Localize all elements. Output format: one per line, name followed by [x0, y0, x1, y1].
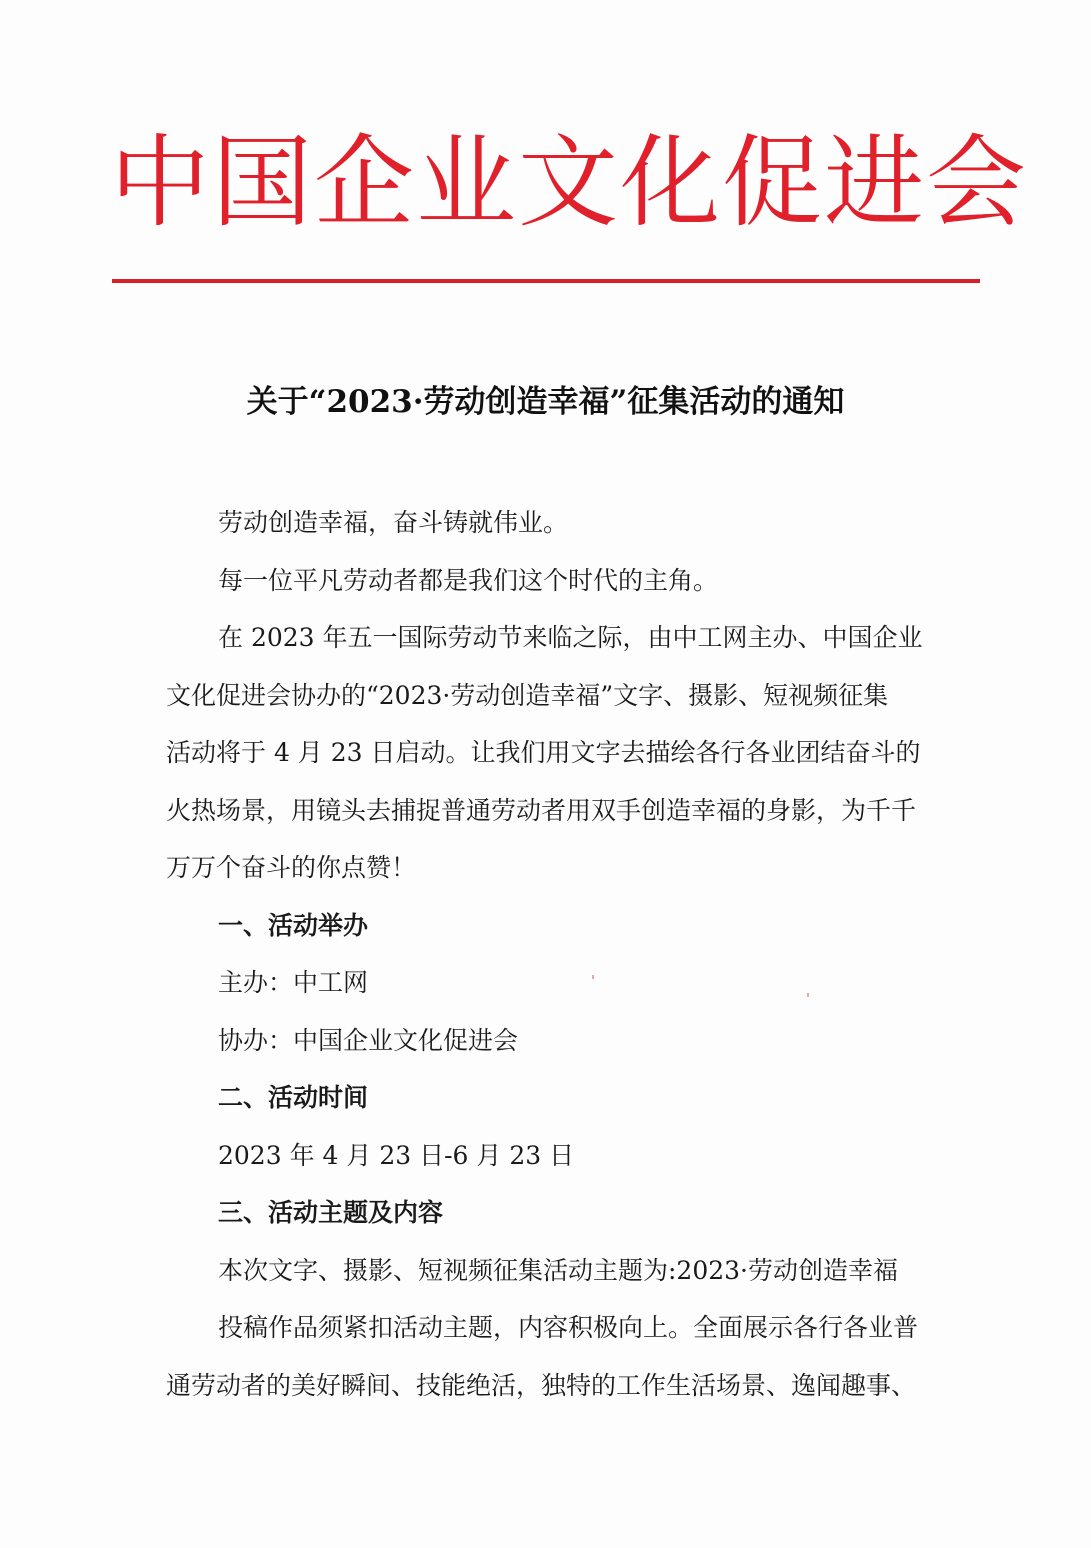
section-2-period: 2023 年 4 月 23 日-6 月 23 日 [218, 1140, 575, 1170]
section-3-content-line-1: 投稿作品须紧扣活动主题，内容积极向上。全面展示各行各业普 [218, 1313, 919, 1342]
paragraph-3-line-3: 活动将于 4 月 23 日启动。让我们用文字去描绘各行各业团结奋斗的 [166, 738, 921, 767]
paragraph-2: 每一位平凡劳动者都是我们这个时代的主角。 [218, 565, 719, 595]
document-title: 关于“2023·劳动创造幸福”征集活动的通知 [246, 384, 845, 420]
section-3-theme: 本次文字、摄影、短视频征集活动主题为:2023·劳动创造幸福 [218, 1255, 898, 1285]
paragraph-3-line-1: 在 2023 年五一国际劳动节来临之际，由中工网主办、中国企业 [218, 623, 923, 652]
paragraph-3-line-5: 万万个奋斗的你点赞！ [166, 853, 417, 882]
document-body [166, 494, 936, 1414]
section-3-content-line-2: 通劳动者的美好瞬间、技能绝活，独特的工作生活场景、逸闻趣事、 [166, 1370, 917, 1400]
section-1-host: 主办：中工网 [218, 968, 369, 997]
section-1-heading: 一、活动举办 [218, 910, 369, 940]
section-2-heading: 二、活动时间 [218, 1083, 369, 1112]
paragraph-1: 劳动创造幸福，奋斗铸就伟业。 [218, 508, 569, 537]
scan-speck [592, 975, 594, 979]
scan-speck [807, 993, 809, 997]
paragraph-3-line-2: 文化促进会协办的“2023·劳动创造幸福”文字、摄影、短视频征集 [166, 680, 889, 710]
letterhead-red-rule [112, 279, 980, 283]
letterhead-org-name: 中国企业文化促进会 [110, 124, 1028, 241]
section-3-heading: 三、活动主题及内容 [218, 1198, 444, 1227]
section-1-co-host: 协办：中国企业文化促进会 [218, 1025, 519, 1055]
section-3-content [166, 1299, 936, 1414]
paragraph-3-line-4: 火热场景，用镜头去捕捉普通劳动者用双手创造幸福的身影，为千千 [166, 795, 917, 825]
paragraph-3 [166, 609, 936, 897]
